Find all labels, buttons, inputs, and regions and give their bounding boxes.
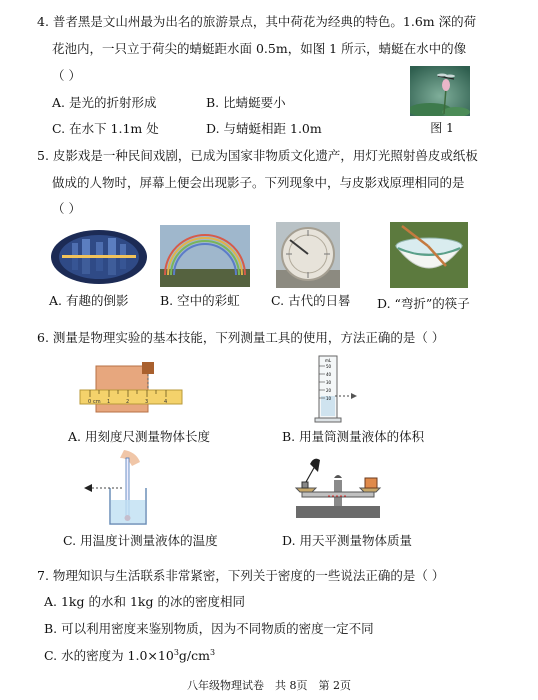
q7-stem: 7. 物理知识与生活联系非常紧密，下列关于密度的一些说法正确的是（ ） bbox=[37, 568, 445, 583]
q4-option-a: A. 是光的折射形成 bbox=[52, 95, 157, 110]
q7-option-c-prefix: C. 水的密度为 1.0×10 bbox=[44, 648, 174, 663]
ruler-tick-4: 4 bbox=[164, 399, 168, 405]
figure-1-dragonfly-lotus-image bbox=[410, 66, 470, 116]
q6-option-c: C. 用温度计测量液体的温度 bbox=[63, 533, 218, 548]
q5-answer-blank: （ ） bbox=[52, 201, 81, 216]
cylinder-tick-30: 30 bbox=[326, 380, 332, 385]
q6-option-b: B. 用量筒测量液体的体积 bbox=[282, 429, 425, 444]
q7-option-c bbox=[44, 648, 215, 664]
cylinder-tick-20: 20 bbox=[326, 388, 332, 393]
q5-stem-line2: 做成的人物时，屏幕上便会出现影子。下列现象中，与皮影戏原理相同的是 bbox=[52, 175, 465, 190]
cylinder-tick-unit: mL bbox=[325, 358, 332, 363]
q4-stem-line1: 4. 普者黑是文山州最为出名的旅游景点，其中荷花为经典的特色。1.6m 深的荷 bbox=[37, 14, 477, 29]
ruler-tick-3: 3 bbox=[145, 399, 149, 405]
thermometer-in-beaker-image bbox=[80, 448, 160, 528]
q5-stem-line1: 5. 皮影戏是一种民间戏剧，已成为国家非物质文化遗产，用灯光照射兽皮或纸板 bbox=[37, 148, 478, 163]
q7-option-c-exponent: 3 bbox=[173, 647, 179, 657]
page-footer: 八年级物理试卷 共 8页 第 2页 bbox=[187, 679, 351, 692]
q7-option-a: A. 1kg 的水和 1kg 的冰的密度相同 bbox=[44, 594, 245, 609]
ruler-tick-2: 2 bbox=[126, 399, 130, 405]
chopsticks-in-bowl-image bbox=[390, 222, 468, 288]
cylinder-tick-50: 50 bbox=[326, 364, 332, 369]
q7-option-b: B. 可以利用密度来鉴别物质，因为不同物质的密度一定不同 bbox=[44, 621, 374, 636]
ruler-measuring-image bbox=[76, 360, 186, 418]
q4-option-b: B. 比蜻蜓要小 bbox=[206, 95, 286, 110]
q7-option-c-unit-exponent: 3 bbox=[209, 647, 216, 657]
q6-option-d: D. 用天平测量物体质量 bbox=[282, 533, 413, 548]
q5-option-c: C. 古代的日晷 bbox=[271, 293, 351, 308]
sundial-image bbox=[276, 222, 340, 288]
cylinder-tick-40: 40 bbox=[326, 372, 332, 377]
q5-option-a: A. 有趣的倒影 bbox=[49, 293, 129, 308]
q4-stem-line2: 花池内，一只立于荷尖的蜻蜓距水面 0.5m，如图 1 所示，蜻蜓在水中的像 bbox=[52, 41, 467, 56]
q7-option-c-unit: g/cm bbox=[178, 648, 210, 663]
ruler-unit-label: cm bbox=[93, 399, 101, 405]
q5-option-d: D. “弯折”的筷子 bbox=[377, 296, 470, 311]
q4-answer-blank: （ ） bbox=[52, 68, 81, 83]
rainbow-image bbox=[160, 225, 250, 287]
ruler-tick-1: 1 bbox=[107, 399, 111, 405]
measuring-cylinder-image bbox=[305, 352, 361, 424]
q4-option-d: D. 与蜻蜓相距 1.0m bbox=[206, 121, 322, 136]
reflection-city-image bbox=[50, 229, 148, 285]
q6-option-a: A. 用刻度尺测量物体长度 bbox=[68, 429, 210, 444]
q5-option-b: B. 空中的彩虹 bbox=[160, 293, 240, 308]
balance-scale-image bbox=[288, 452, 388, 524]
q6-stem: 6. 测量是物理实验的基本技能，下列测量工具的使用，方法正确的是（ ） bbox=[37, 330, 445, 345]
ruler-tick-0: 0 bbox=[88, 399, 92, 405]
cylinder-tick-10: 10 bbox=[326, 396, 332, 401]
figure-1-caption: 图 1 bbox=[430, 121, 454, 135]
q4-option-c: C. 在水下 1.1m 处 bbox=[52, 121, 159, 136]
